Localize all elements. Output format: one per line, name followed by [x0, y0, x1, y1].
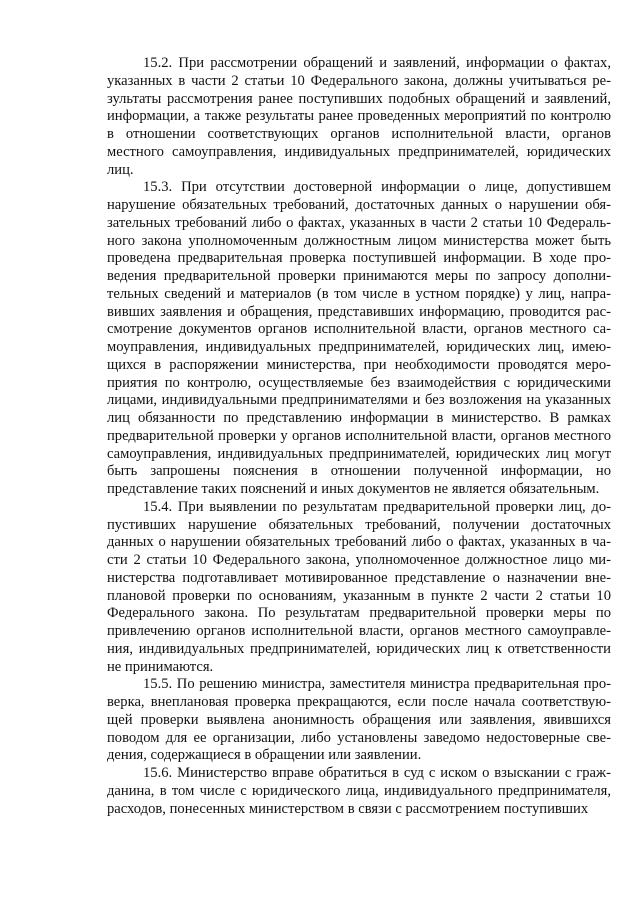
paragraph-15-2: 15.2. При рассмотрении обращений и заявлений, информации о фактах, указанных в части 2 статьи 10 Федерального закона, должны учитываться результаты рассмотрения ранее поступивших подобных обращений и заявлений, информации, а также результаты ранее проведенных мероприятий по контролю в отношении соответствующих органов исполнительной власти, органов местного самоуправления, индивидуальных предпринимателей, юридических лиц. [107, 55, 611, 178]
paragraph-15-6: 15.6. Министерство вправе обратиться в суд с иском о взыскании с гражданина, в том числе с юридического лица, индивидуального предпринимателя, расходов, понесенных министерством в связи с рассмотрением поступивших [107, 765, 611, 817]
document-body [107, 55, 611, 818]
paragraph-15-5: 15.5. По решению министра, заместителя министра предварительная проверка, внеплановая проверка прекращаются, если после начала соответствующей проверки выявлена анонимность обращения или заявления, явившихся поводом для ее организации, либо установлены заведомо недостоверные сведения, содержащиеся в обращении или заявлении. [107, 676, 611, 764]
paragraph-15-3: 15.3. При отсутствии достоверной информации о лице, допустившем нарушение обязательных требований, достаточных данных о нарушении обязательных требований либо о фактах, указанных в части 2 статьи 10 Федерального закона уполномоченным должностным лицом министерства может быть проведена предварительная проверка поступившей информации. В ходе проведения предварительной проверки принимаются меры по запросу дополнительных сведений и материалов (в том числе в устном порядке) у лиц, направивших заявления и обращения, представивших информацию, проводится рассмотрение документов органов исполнительной власти, органов местного самоуправления, индивидуальных предпринимателей, юридических лиц, имеющихся в распоряжении министерства, при необходимости проводятся мероприятия по контролю, осуществляемые без взаимодействия с юридическими лицами, индивидуальными предпринимателями и без возложения на указанных лиц обязанности по представлению информации в министерство. В рамках предварительной проверки у органов исполнительной власти, органов местного самоуправления, индивидуальных предпринимателей, юридических лиц могут быть запрошены пояснения в отношении полученной информации, но представление таких пояснений и иных документов не является обязательным. [107, 179, 611, 497]
paragraph-15-4: 15.4. При выявлении по результатам предварительной проверки лиц, допустивших нарушение обязательных требований, получении достаточных данных о нарушении обязательных требований либо о фактах, указанных в части 2 статьи 10 Федерального закона, уполномоченное должностное лицо министерства подготавливает мотивированное представление о назначении внеплановой проверки по основаниям, указанным в пункте 2 части 2 статьи 10 Федерального закона. По результатам предварительной проверки меры по привлечению органов исполнительной власти, органов местного самоуправления, индивидуальных предпринимателей, юридических лиц к ответственности не принимаются. [107, 498, 611, 675]
